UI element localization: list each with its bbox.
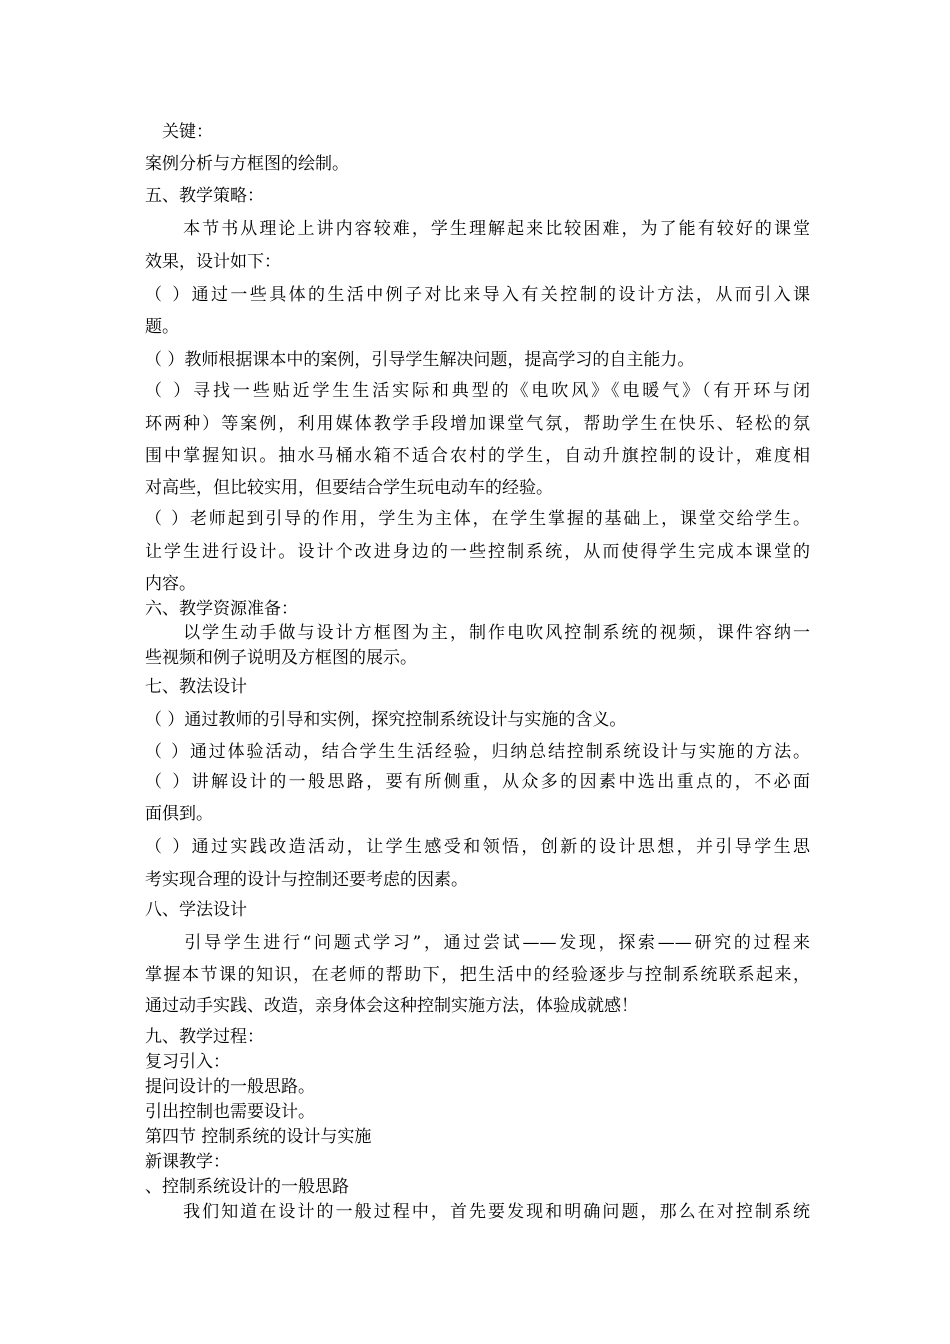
text-line: 围中掌握知识。抽水马桶水箱不适合农村的学生，自动升旗控制的设计，难度相 [145, 446, 810, 466]
text-line: 提问设计的一般思路。 [145, 1077, 315, 1097]
text-line: 复习引入： [145, 1052, 230, 1072]
text-line: 案例分析与方框图的绘制。 [145, 154, 349, 174]
text-line: （ ）讲解设计的一般思路，要有所侧重，从众多的因素中选出重点的，不必面 [145, 772, 810, 792]
text-line: （ ）老师起到引导的作用，学生为主体，在学生掌握的基础上，课堂交给学生。 [145, 509, 810, 529]
text-line: 通过动手实践、改造，亲身体会这种控制实施方法，体验成就感！ [145, 996, 638, 1016]
text-line: （ ）寻找一些贴近学生生活实际和典型的《电吹风》《电暖气》（有开环与闭 [145, 381, 810, 401]
section-heading: 五、教学策略： [145, 186, 264, 206]
text-line: （ ）通过实践改造活动，让学生感受和领悟，创新的设计思想，并引导学生思 [145, 837, 810, 857]
text-line: 内容。 [145, 574, 196, 594]
text-line: 题。 [145, 317, 179, 337]
section-heading: 八、学法设计 [145, 900, 247, 920]
section-heading: 第四节 控制系统的设计与实施 [145, 1127, 372, 1147]
text-line: 引导学生进行“问题式学习”，通过尝试——发现，探索——研究的过程来 [145, 933, 810, 953]
text-line: （ ）通过体验活动，结合学生生活经验，归纳总结控制系统设计与实施的方法。 [145, 742, 810, 762]
text-line: 效果，设计如下： [145, 252, 281, 272]
text-line: （ ）通过一些具体的生活中例子对比来导入有关控制的设计方法，从而引入课 [145, 285, 810, 305]
text-line: （ ）教师根据课本中的案例，引导学生解决问题，提高学习的自主能力。 [145, 350, 695, 370]
section-heading: 九、教学过程： [145, 1027, 264, 1047]
text-line: 我们知道在设计的一般过程中，首先要发现和明确问题，那么在对控制系统 [145, 1202, 810, 1222]
text-line: 掌握本节课的知识，在老师的帮助下，把生活中的经验逐步与控制系统联系起来， [145, 965, 810, 985]
text-line: 本节书从理论上讲内容较难，学生理解起来比较困难，为了能有较好的课堂 [145, 219, 810, 239]
text-line: 新课教学： [145, 1152, 230, 1172]
text-line: 面俱到。 [145, 804, 213, 824]
text-line: 引出控制也需要设计。 [145, 1102, 315, 1122]
section-heading: 六、教学资源准备： [145, 599, 298, 619]
text-line: 考实现合理的设计与控制还要考虑的因素。 [145, 870, 468, 890]
subsection-heading: 、控制系统设计的一般思路 [145, 1177, 349, 1197]
text-line: 以学生动手做与设计方框图为主，制作电吹风控制系统的视频，课件容纳一 [145, 623, 810, 643]
text-line: 些视频和例子说明及方框图的展示。 [145, 648, 417, 668]
text-line: 让学生进行设计。设计个改进身边的一些控制系统，从而使得学生完成本课堂的 [145, 542, 810, 562]
text-line: （ ）通过教师的引导和实例，探究控制系统设计与实施的含义。 [145, 710, 627, 730]
section-heading: 七、教法设计 [145, 677, 247, 697]
text-line: 关键： [145, 122, 213, 142]
text-line: 对高些，但比较实用，但要结合学生玩电动车的经验。 [145, 478, 553, 498]
text-line: 环两种）等案例，利用媒体教学手段增加课堂气氛，帮助学生在快乐、轻松的氛 [145, 414, 810, 434]
